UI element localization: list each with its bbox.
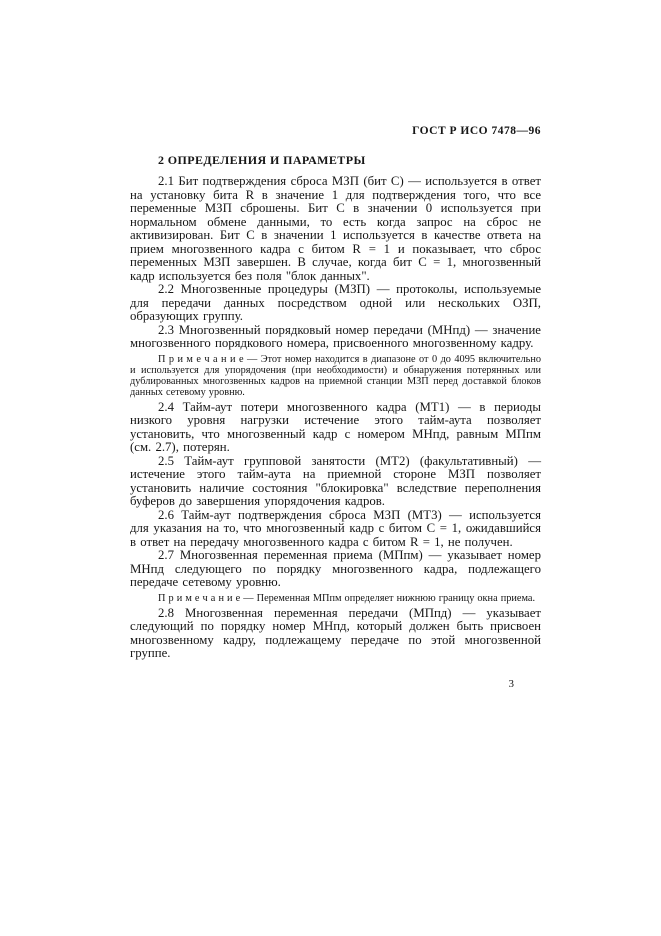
note-2: П р и м е ч а н и е — Переменная МПпм определяет нижнюю границу окна приема. xyxy=(158,592,536,604)
paragraph-2-1: 2.1 Бит подтверждения сброса МЗП (бит С) — используется в ответ на установку бита R в значение 1 для подтверждения того, что все переменные МЗП сброшены. Бит С в значении 0 используется при нормальном обмене данными, то есть когда запрос на сброс не активизирован. Бит С в значении 1 используется в качестве ответа на прием многозвенного кадра с битом R = 1 и показывает, что сброс переменных МЗП завершен. В случае, когда бит С = 1, многозвенный кадр используется без поля "блок данных". xyxy=(130,174,541,283)
section-heading: 2 ОПРЕДЕЛЕНИЯ И ПАРАМЕТРЫ xyxy=(158,153,366,167)
paragraph-2-6: 2.6 Тайм-аут подтверждения сброса МЗП (МТ3) — используется для указания на то, что многозвенный кадр с битом С = 1, ожидавшийся в ответ на передачу многозвенного кадра с битом R = 1, не получен. xyxy=(130,507,541,549)
standard-reference-header: ГОСТ Р ИСО 7478—96 xyxy=(412,125,541,137)
note-1: П р и м е ч а н и е — Этот номер находится в диапазоне от 0 до 4095 включительно и используется для упорядочения (при необходимости) и обнаружения потерянных или дублированных многозвенных кадров на приемной станции МЗП перед доставкой блоков данных сетевому уровню. xyxy=(130,353,541,398)
page-number: 3 xyxy=(508,678,514,690)
paragraph-2-7: 2.7 Многозвенная переменная приема (МПпм) — указывает номер МНпд следующего по порядку многозвенного кадра, подлежащего передаче сетевому уровню. xyxy=(130,548,541,589)
paragraph-2-8: 2.8 Многозвенная переменная передачи (МПпд) — указывает следующий по порядку номер МНпд, который должен быть присвоен многозвенному кадру, подлежащему передаче по этой многозвенной группе. xyxy=(130,605,541,660)
paragraph-2-4: 2.4 Тайм-аут потери многозвенного кадра (МТ1) — в периоды низкого уровня нагрузки истечение этого тайм-аута позволяет установить, что многозвенный кадр с номером МНпд, равным МПпм (см. 2.7), потерян. xyxy=(130,399,541,454)
paragraph-2-5: 2.5 Тайм-аут групповой занятости (МТ2) (факультативный) — истечение этого тайм-аута на приемной стороне МЗП позволяет установить наличие состояния "блокировка" вследствие переполнения буферов до завершения упорядочения кадров. xyxy=(130,453,541,508)
document-body xyxy=(130,124,541,661)
paragraph-2-2: 2.2 Многозвенные процедуры (МЗП) — протоколы, используемые для передачи данных посредством одной или нескольких ОЗП, образующих группу. xyxy=(130,282,541,323)
paragraph-2-3: 2.3 Многозвенный порядковый номер передачи (МНпд) — значение многозвенного порядкового номера, присвоенного многозвенному кадру. xyxy=(130,322,541,350)
